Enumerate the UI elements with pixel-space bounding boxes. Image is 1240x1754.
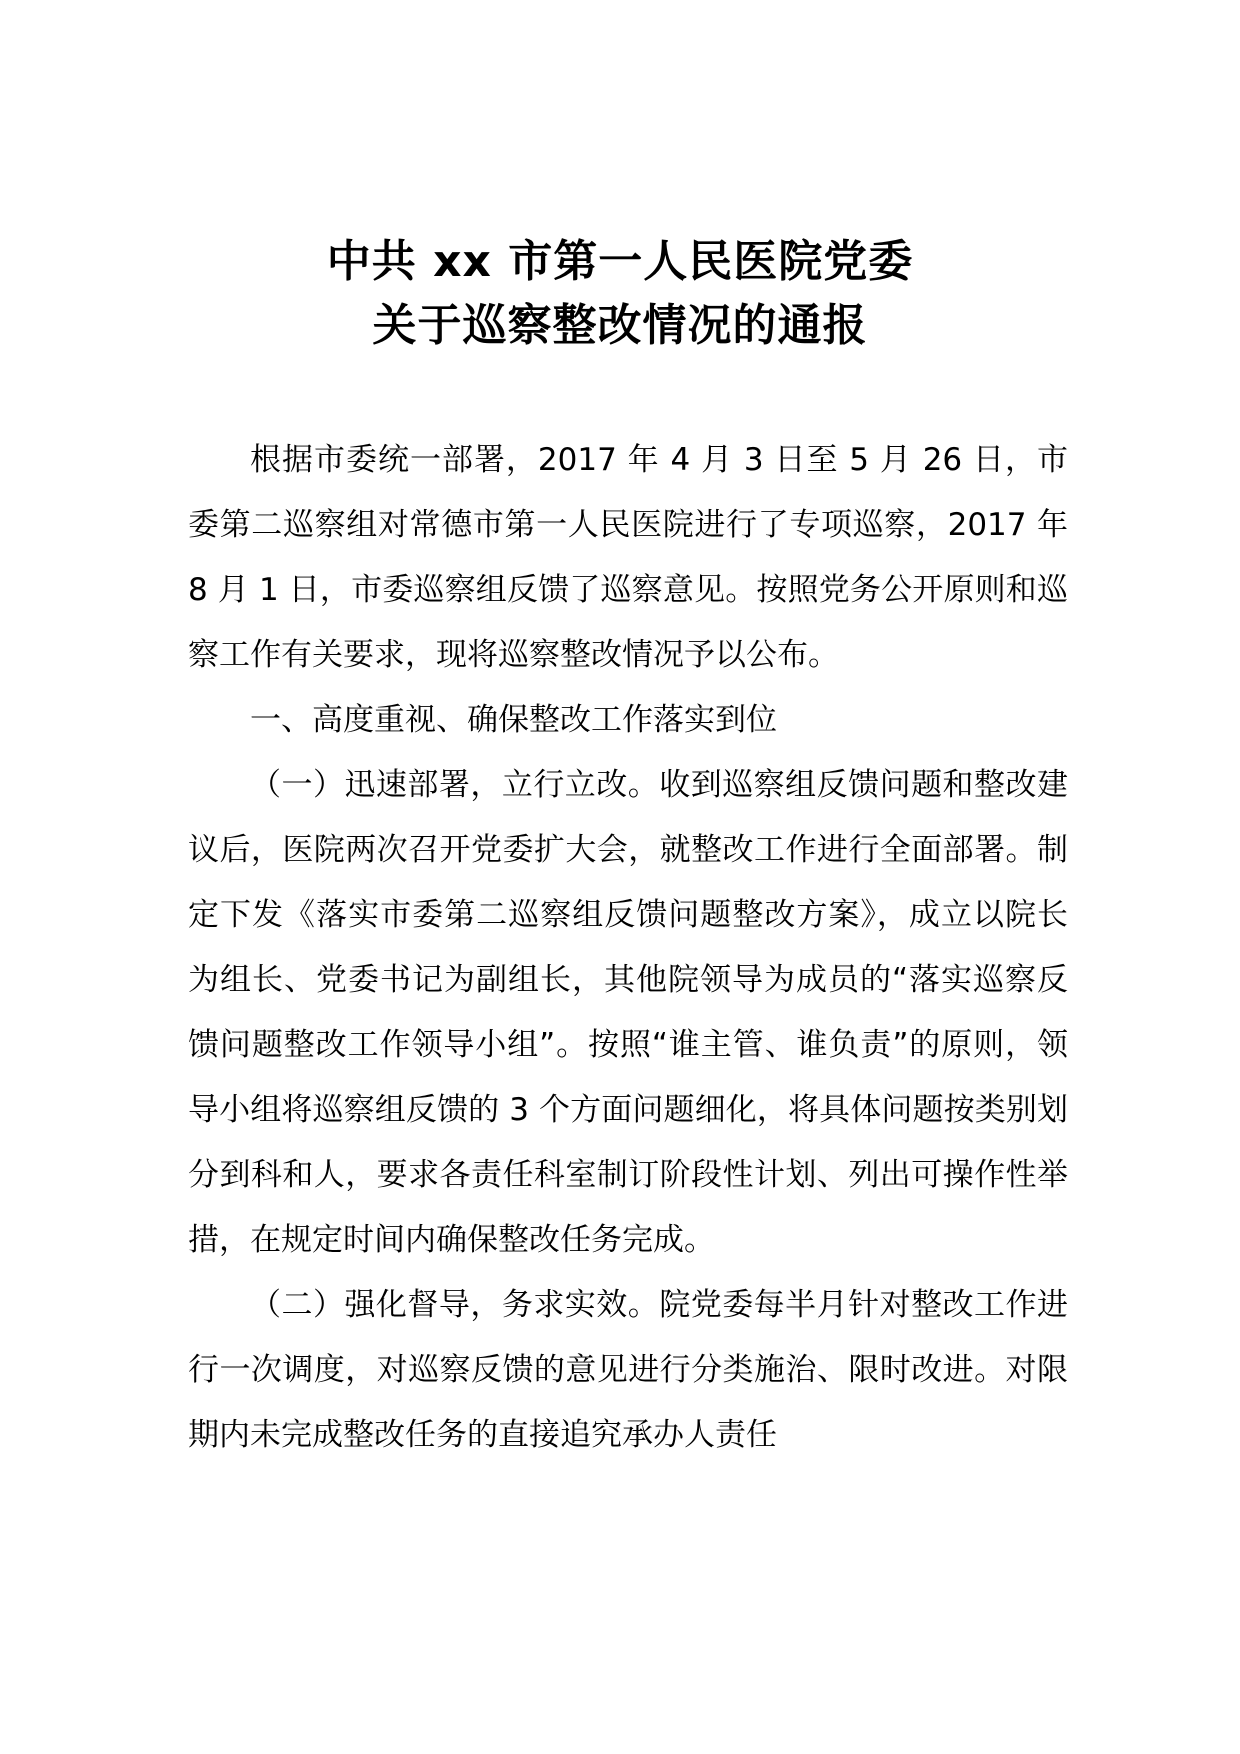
section-heading-1: 一、高度重视、确保整改工作落实到位 [250, 702, 777, 738]
document-title-line-2: 关于巡察整改情况的通报 [372, 300, 868, 351]
paragraph-subsection-1: （一）迅速部署，立行立改。收到巡察组反馈问题和整改建议后，医院两次召开党委扩大会，就整改工作进行全面部署。制定下发《落实市委第二巡察组反馈问题整改方案》，成立以院长为组长、党委书记为副组长，其他院领导为成员的“落实巡察反馈问题整改工作领导小组”。按照“谁主管、谁负责”的原则，领导小组将巡察组反馈的 3 个方面问题细化，将具体问题按类别划分到科和人，要求各责任科室制订阶段性计划、列出可操作性举措，在规定时间内确保整改任务完成。 [188, 767, 1068, 1258]
document-title-line-1: 中共 xx 市第一人民医院党委 [326, 236, 914, 287]
paragraph-subsection-2: （二）强化督导，务求实效。院党委每半月针对整改工作进行一次调度，对巡察反馈的意见进行分类施治、限时改进。对限期内未完成整改任务的直接追究承办人责任 [188, 1287, 1068, 1453]
document-body [188, 428, 1068, 1468]
paragraph-intro: 根据市委统一部署，2017 年 4 月 3 日至 5 月 26 日，市委第二巡察组对常德市第一人民医院进行了专项巡察，2017 年 8 月 1 日，市委巡察组反馈了巡察意见。按照党务公开原则和巡察工作有关要求，现将巡察整改情况予以公布。 [188, 442, 1068, 673]
